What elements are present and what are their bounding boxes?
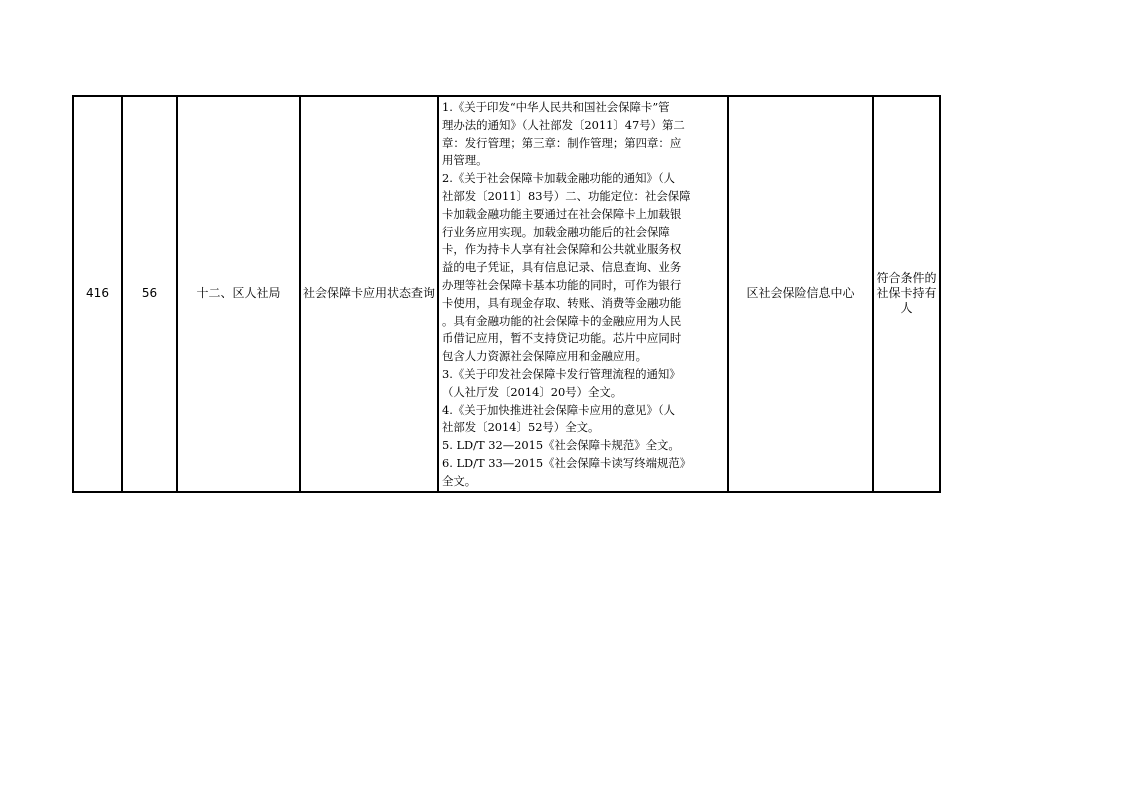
basis-line: 2.《关于社会保障卡加载金融功能的通知》（人 bbox=[442, 171, 675, 186]
basis-line: 办理等社会保障卡基本功能的同时，可作为银行 bbox=[442, 277, 682, 292]
seq-cell: 416 bbox=[73, 96, 122, 492]
table-row bbox=[73, 96, 940, 492]
legal-basis-cell bbox=[438, 96, 728, 492]
basis-line: 用管理。 bbox=[442, 153, 488, 168]
basis-line: 。具有金融功能的社会保障卡的金融应用为人民 bbox=[442, 313, 682, 328]
basis-line: 行业务应用实现。加载金融功能后的社会保障 bbox=[442, 224, 670, 239]
basis-line: 5. LD/T 32—2015《社会保障卡规范》全文。 bbox=[442, 438, 680, 453]
basis-line: 卡加载金融功能主要通过在社会保障卡上加载银 bbox=[442, 206, 682, 221]
basis-line: 章：发行管理；第三章：制作管理；第四章：应 bbox=[442, 135, 682, 150]
basis-line: 社部发〔2011〕83号）二、功能定位：社会保障 bbox=[442, 188, 691, 203]
basis-line: 包含人力资源社会保障应用和金融应用。 bbox=[442, 349, 648, 364]
basis-line: 理办法的通知》（人社部发〔2011〕47号）第二 bbox=[442, 117, 685, 132]
basis-line: （人社厅发〔2014〕20号）全文。 bbox=[442, 384, 623, 399]
basis-line: 币借记应用，暂不支持贷记功能。芯片中应同时 bbox=[442, 331, 682, 346]
basis-line: 社部发〔2014〕52号）全文。 bbox=[442, 420, 600, 435]
basis-line: 益的电子凭证，具有信息记录、信息查询、业务 bbox=[442, 260, 682, 275]
basis-line: 1.《关于印发“中华人民共和国社会保障卡”管 bbox=[442, 100, 670, 114]
responsible-unit-cell: 区社会保险信息中心 bbox=[728, 96, 873, 492]
service-target-cell: 符合条件的社保卡持有人 bbox=[873, 96, 940, 492]
basis-line: 卡，作为持卡人享有社会保障和公共就业服务权 bbox=[442, 242, 682, 257]
basis-line: 全文。 bbox=[442, 473, 477, 488]
service-item-table bbox=[72, 95, 941, 493]
department-cell: 十二、区人社局 bbox=[177, 96, 300, 492]
basis-line: 3.《关于印发社会保障卡发行管理流程的通知》 bbox=[442, 366, 681, 381]
basis-line: 6. LD/T 33—2015《社会保障卡读写终端规范》 bbox=[442, 455, 692, 470]
item-name-cell: 社会保障卡应用状态查询 bbox=[300, 96, 438, 492]
sub-seq-cell: 56 bbox=[122, 96, 177, 492]
basis-line: 4.《关于加快推进社会保障卡应用的意见》（人 bbox=[442, 402, 675, 417]
basis-line: 卡使用，具有现金存取、转账、消费等金融功能 bbox=[442, 295, 682, 310]
